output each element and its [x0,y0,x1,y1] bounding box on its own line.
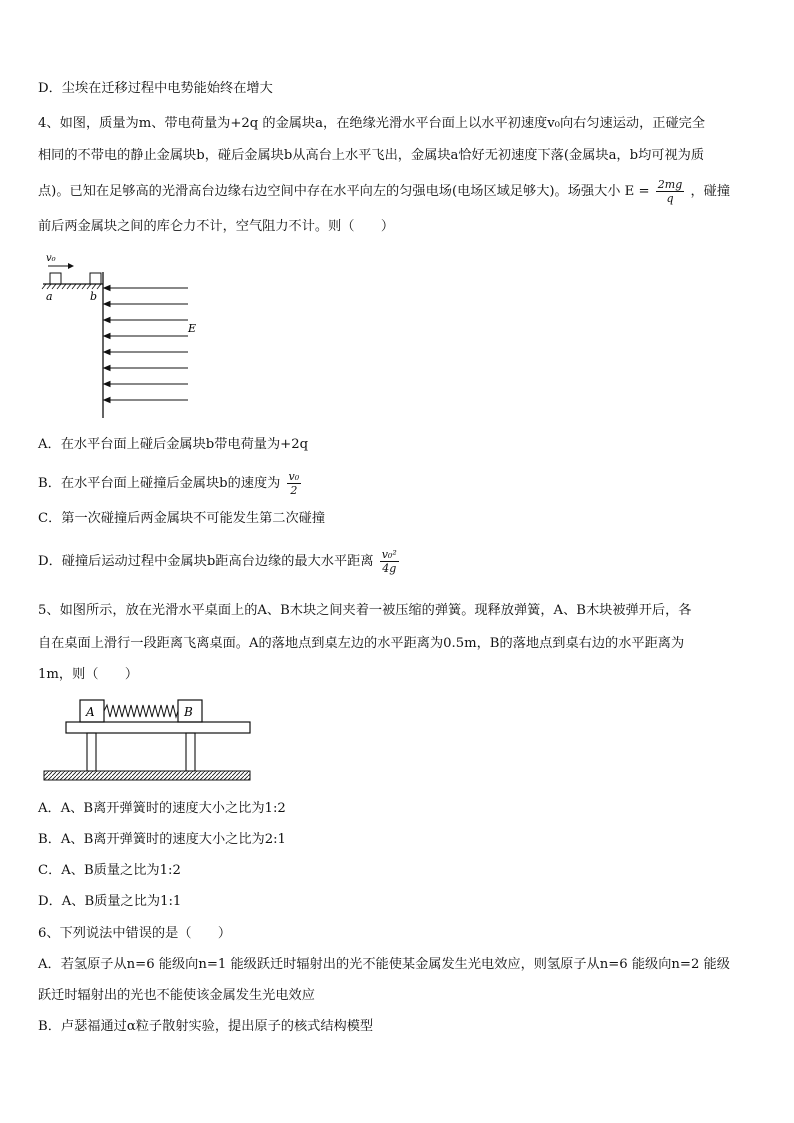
distance-denominator: 4g [382,562,397,575]
velocity-arrowhead [68,263,74,269]
q5-stem-line3: 1m，则（ ） [38,667,139,682]
label-B: B [184,705,193,719]
q6-stem: 6、下列说法中错误的是（ ） [38,926,232,941]
q4-option-c: C．第一次碰撞后两金属块不可能发生第二次碰撞 [38,511,326,526]
q5-option-a: A．A、B离开弹簧时的速度大小之比为1:2 [38,801,286,816]
q3-option-d: D．尘埃在迁移过程中电势能始终在增大 [38,81,273,96]
distance-fraction [380,548,399,575]
ground [44,771,250,780]
q4-option-b [38,470,303,497]
electric-field-lines [104,286,188,403]
speed-fraction [287,470,302,497]
field-strength-numerator: 2mg [657,178,683,191]
label-b: b [90,290,98,303]
field-strength-denominator: q [666,192,674,205]
label-A: A [86,705,95,719]
compressed-spring [104,705,178,717]
q4-option-a: A．在水平台面上碰后金属块b带电荷量为+2q [38,437,309,452]
q4-stem-line2: 相同的不带电的静止金属块b，碰后金属块b从高台上水平飞出，金属块a恰好无初速度下落(金属块a，b均可视为质 [38,148,705,163]
block-a [50,273,61,284]
v0-label: v₀ [46,253,56,264]
q5-option-d: D．A、B质量之比为1:1 [38,894,182,909]
distance-numerator: v₀² [381,548,397,561]
q4-stem-line3-b: ，碰撞 [690,184,731,199]
q5-stem-line1: 5、如图所示，放在光滑水平桌面上的A、B木块之间夹着一被压缩的弹簧。现释放弹簧，A、B木块被弹开后，各 [38,603,692,618]
q5-stem-line2: 自在桌面上滑行一段距离飞离桌面。A的落地点到桌左边的水平距离为0.5m，B的落地点到桌右边的水平距离为 [38,636,685,651]
block-b [90,273,101,284]
table-top [66,722,250,733]
q6-option-a-line2: 跃迁时辐射出的光也不能使该金属发生光电效应 [38,988,315,1003]
field-strength-fraction [656,178,684,205]
q4-stem-line3-a: 点)。已知在足够高的光滑高台边缘右边空间中存在水平向左的匀强电场(电场区域足够大)。场强大小 E = [38,184,650,199]
table-leg-right [186,733,195,771]
q4-stem-line1: 4、如图，质量为m、带电荷量为+2q 的金属块a，在绝缘光滑水平台面上以水平初速度v₀向右匀速运动，正碰完全 [38,116,706,131]
label-E: E [188,322,197,335]
q4-option-d [38,548,401,575]
q6-option-a-line1: A．若氢原子从n=6 能级向n=1 能级跃迁时辐射出的光不能使某金属发生光电效应，则氢原子从n=6 能级向n=2 能级 [38,957,730,972]
q4-stem-line3 [38,178,730,205]
speed-numerator: v₀ [288,470,300,483]
q4-figure [38,250,208,422]
q5-figure [40,692,255,787]
table-hatching [42,284,101,289]
q4-stem-line4: 前后两金属块之间的库仑力不计，空气阻力不计。则（ ） [38,219,395,234]
q4-option-d-text: D．碰撞后运动过程中金属块b距高台边缘的最大水平距离 [38,554,374,569]
q4-option-b-text: B．在水平台面上碰撞后金属块b的速度为 [38,476,281,491]
q6-option-b: B．卢瑟福通过α粒子散射实验，提出原子的核式结构模型 [38,1019,374,1034]
label-a: a [46,290,53,303]
table-leg-left [87,733,96,771]
speed-denominator: 2 [290,484,298,497]
q5-option-c: C．A、B质量之比为1:2 [38,863,181,878]
q5-option-b: B．A、B离开弹簧时的速度大小之比为2:1 [38,832,286,847]
